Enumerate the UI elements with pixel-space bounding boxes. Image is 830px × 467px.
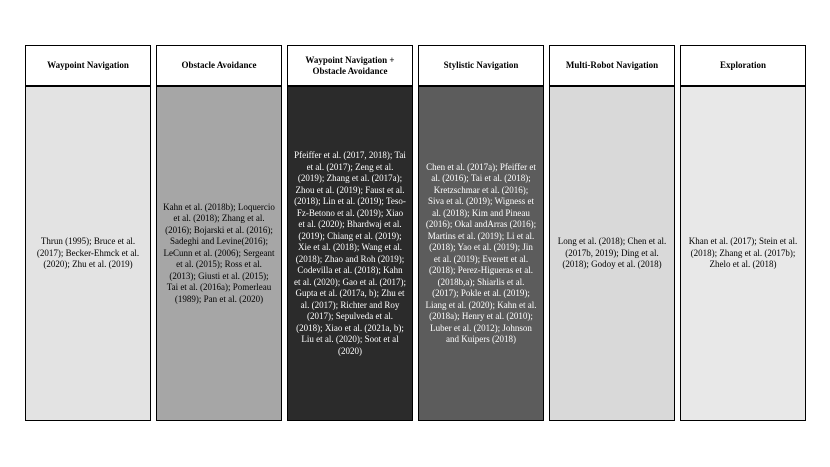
column-header: Waypoint Navigation + Obstacle Avoidance [287, 45, 413, 86]
column-header: Waypoint Navigation [25, 45, 151, 86]
column-references: Long et al. (2018); Chen et al. (2017b, 2019); Ding et al. (2018); Godoy et al. (2018) [549, 86, 675, 421]
column-stylistic-navigation [418, 45, 544, 421]
column-references: Pfeiffer et al. (2017, 2018); Tai et al. (2017); Zeng et al. (2019); Zhang et al. (2017a); Zhou et al. (2019); Faust et al. (2018); Lin et al. (2019); Teso-Fz-Betono et al. (2019); Xiao et al. (2020); Bhardwaj et al. (2019); Chiang et al. (2019); Xie et al. (2018); Wang et al. (2018); Zhao and Roh (2019); Codevilla et al. (2018); Kahn et al. (2020); Gao et al. (2017); Gupta et al. (2017a, b); Zhu et al. (2017); Richter and Roy (2017); Sepulveda et al. (2018); Xiao et al. (2021a, b); Liu et al. (2020); Soot et al (2020) [287, 86, 413, 421]
column-header: Obstacle Avoidance [156, 45, 282, 86]
column-obstacle-avoidance [156, 45, 282, 421]
column-header: Stylistic Navigation [418, 45, 544, 86]
column-waypoint-navigation [25, 45, 151, 421]
column-references: Kahn et al. (2018b); Loquercio et al. (2018); Zhang et al. (2016); Bojarski et al. (2016); Sadeghi and Levine(2016); LeCunn et al. (2006); Sergeant et al. (2015); Ross et al. (2013); Giusti et al. (2015); Tai et al. (2016a); Pomerleau (1989); Pan et al. (2020) [156, 86, 282, 421]
column-header: Exploration [680, 45, 806, 86]
column-header: Multi-Robot Navigation [549, 45, 675, 86]
column-exploration [680, 45, 806, 421]
column-references: Chen et al. (2017a); Pfeiffer et al. (2016); Tai et al. (2018); Kretzschmar et al. (2016); Siva et al. (2019); Wigness et al. (2018); Kim and Pineau (2016); Okal andArras (2016); Martins et al. (2019); Li et al. (2018); Yao et al. (2019); Jin et al. (2019); Everett et al. (2018); Perez-Higueras et al. (2018b,a); Shiarlis et al. (2017); Pokle et al. (2019); Liang et al. (2020); Kahn et al. (2018a); Henry et al. (2010); Luber et al. (2012); Johnson and Kuipers (2018) [418, 86, 544, 421]
column-references: Khan et al. (2017); Stein et al. (2018); Zhang et al. (2017b); Zhelo et al. (2018) [680, 86, 806, 421]
column-waypoint-and-obstacle [287, 45, 413, 421]
column-multi-robot-navigation [549, 45, 675, 421]
column-references: Thrun (1995); Bruce et al. (2017); Becker-Ehmck et al. (2020); Zhu et al. (2019) [25, 86, 151, 421]
